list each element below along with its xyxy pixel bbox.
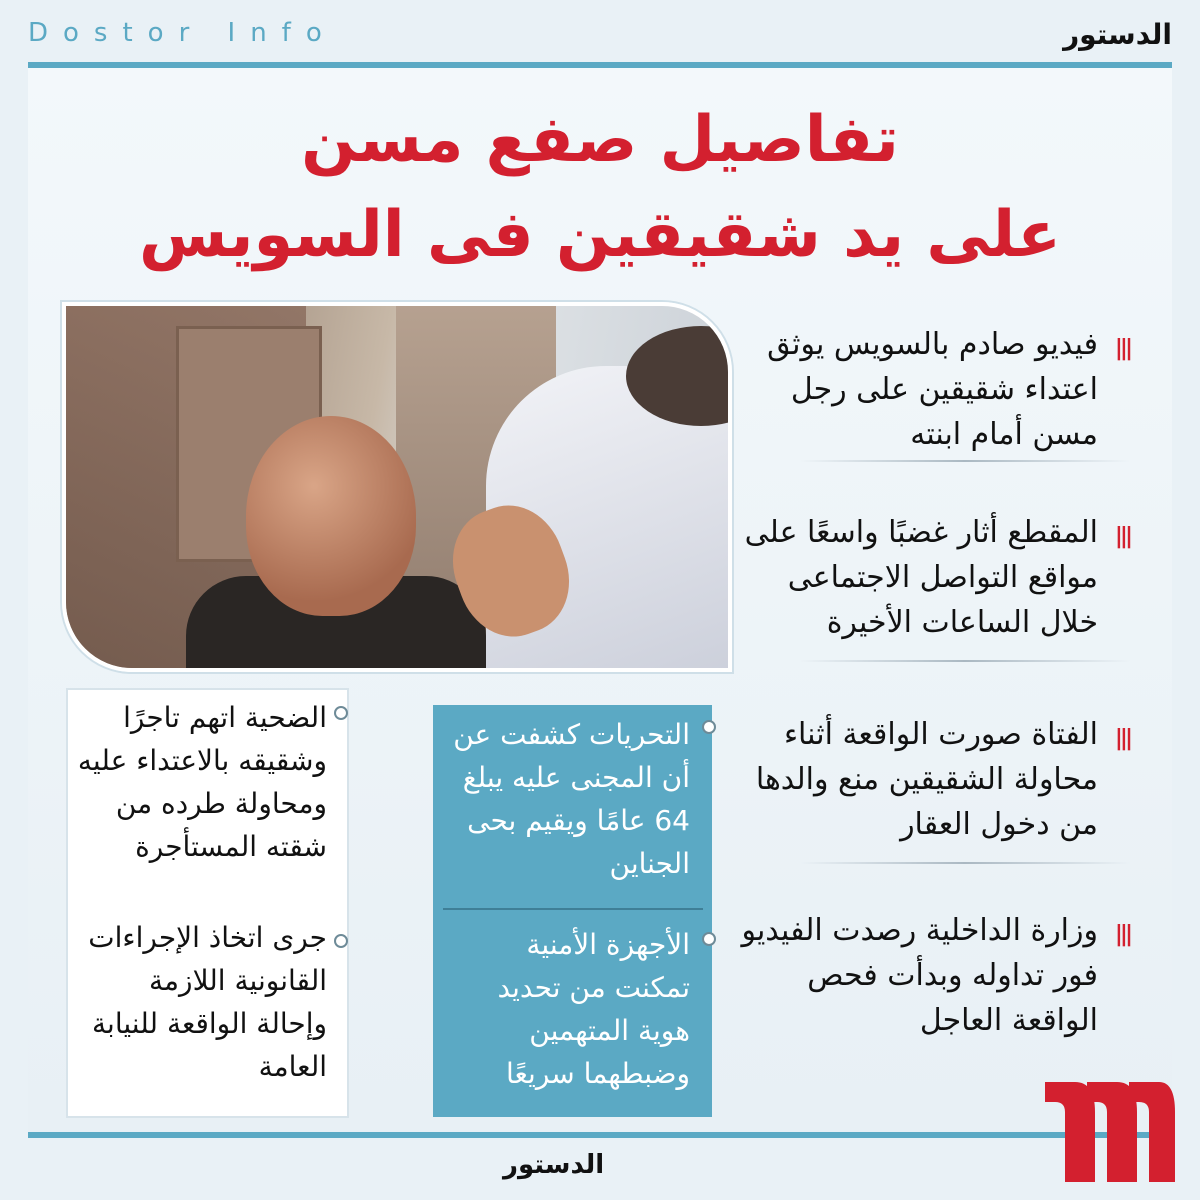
brand-watermark: Dostor Info	[28, 18, 337, 48]
headline-line-2: على يد شقيقين فى السويس	[139, 198, 1061, 272]
bullet-dot-icon	[702, 720, 716, 734]
divider	[800, 660, 1130, 662]
blue-info-box	[433, 705, 712, 1117]
brand-stripes-icon	[1045, 1082, 1175, 1182]
quote-mark-icon: |||	[1114, 726, 1130, 751]
headline-line-1: تفاصيل صفع مسن	[301, 103, 899, 177]
quote-mark-icon: |||	[1114, 336, 1130, 361]
bullet-dot-icon	[702, 932, 716, 946]
white-info-box	[66, 688, 349, 1118]
fact-text: فيديو صادم بالسويس يوثق اعتداء شقيقين على رجل مسن أمام ابنته	[767, 327, 1098, 452]
photo-head	[246, 416, 416, 616]
blue-box-item-1: التحريات كشفت عن أن المجنى عليه يبلغ 64 عامًا ويقيم بحى الجناين	[453, 718, 690, 880]
incident-photo	[62, 302, 732, 672]
bullet-dot-icon	[334, 706, 348, 720]
white-box-item-2: جرى اتخاذ الإجراءات القانونية اللازمة وإحالة الواقعة للنيابة العامة	[88, 921, 327, 1083]
site-logo-bottom[interactable]: الدستور	[503, 1150, 605, 1180]
fact-item-4	[730, 908, 1130, 1043]
divider	[800, 862, 1130, 864]
box-divider	[443, 908, 703, 910]
site-logo-top[interactable]: الدستور	[1063, 18, 1172, 51]
fact-text: الفتاة صورت الواقعة أثناء محاولة الشقيقين منع والدها من دخول العقار	[755, 717, 1098, 842]
fact-text: وزارة الداخلية رصدت الفيديو فور تداوله وبدأت فحص الواقعة العاجل	[741, 913, 1098, 1038]
white-box-item-1: الضحية اتهم تاجرًا وشقيقه بالاعتداء عليه ومحاولة طرده من شقته المستأجرة	[77, 701, 327, 863]
quote-mark-icon: |||	[1114, 922, 1130, 947]
fact-text: المقطع أثار غضبًا واسعًا على مواقع التواصل الاجتماعى خلال الساعات الأخيرة	[744, 515, 1098, 640]
divider	[800, 460, 1130, 462]
blue-box-item-2: الأجهزة الأمنية تمكنت من تحديد هوية المتهمين وضبطهما سريعًا	[497, 928, 690, 1090]
fact-item-2	[730, 510, 1130, 645]
fact-item-3	[730, 712, 1130, 847]
quote-mark-icon: |||	[1114, 524, 1130, 549]
bullet-dot-icon	[334, 934, 348, 948]
fact-item-1	[730, 322, 1130, 457]
